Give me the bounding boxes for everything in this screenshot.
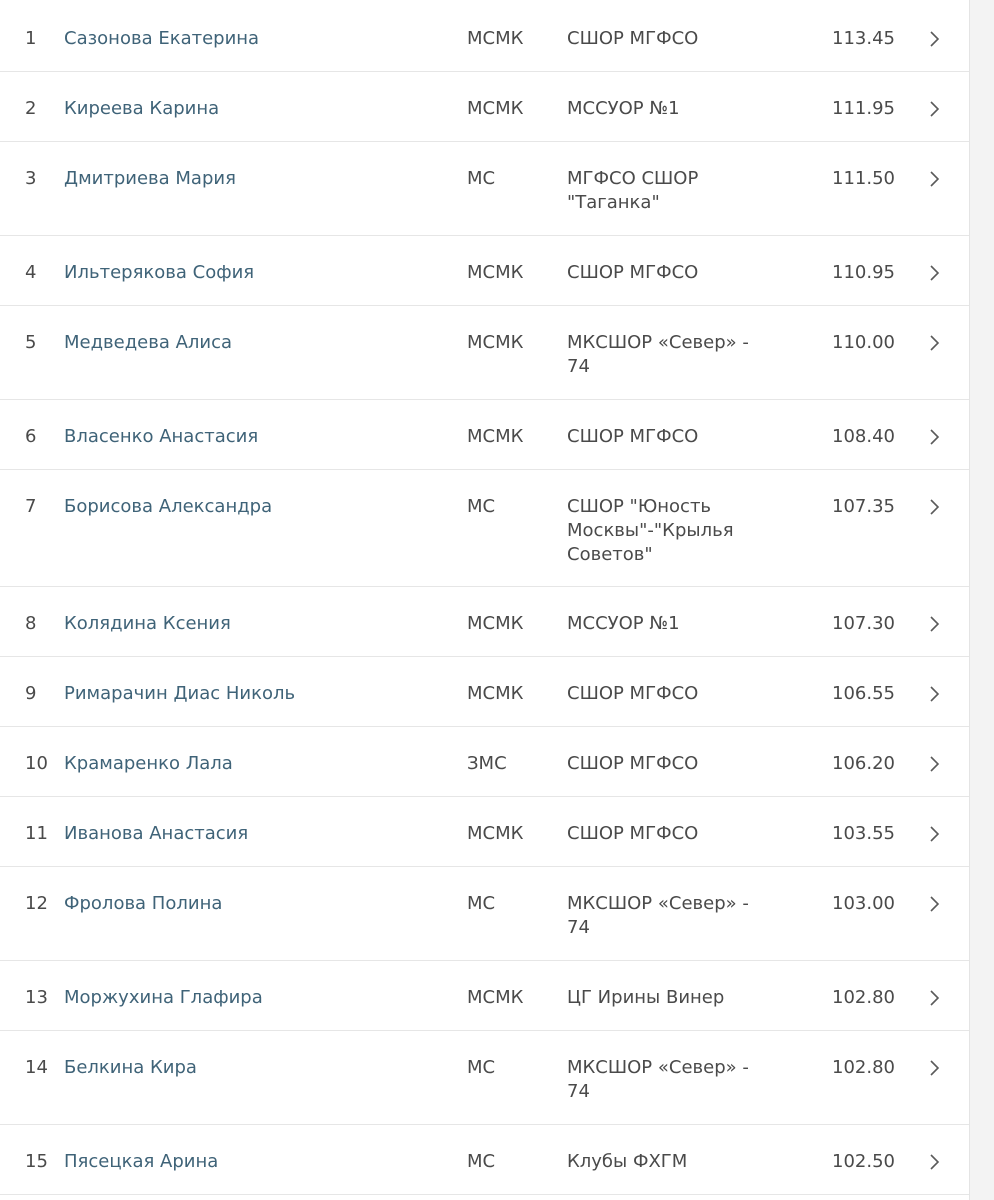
chevron-right-icon[interactable] xyxy=(928,31,942,47)
club-name: СШОР МГФСО xyxy=(567,683,699,704)
total-score: 108.40 xyxy=(832,426,895,447)
total-score: 102.80 xyxy=(832,987,895,1008)
athlete-name-link[interactable]: Власенко Анастасия xyxy=(64,426,259,447)
sport-rank: МС xyxy=(467,893,496,914)
chevron-right-icon[interactable] xyxy=(928,990,942,1006)
place-number: 15 xyxy=(25,1151,48,1172)
table-row[interactable] xyxy=(0,727,969,797)
total-score: 106.55 xyxy=(832,683,895,704)
chevron-right-icon[interactable] xyxy=(928,429,942,445)
sport-rank: МСМК xyxy=(467,823,524,844)
athlete-name-link[interactable]: Сазонова Екатерина xyxy=(64,28,260,49)
chevron-right-icon[interactable] xyxy=(928,1154,942,1170)
chevron-right-icon[interactable] xyxy=(928,335,942,351)
table-row[interactable] xyxy=(0,470,969,587)
place-number: 5 xyxy=(25,332,37,353)
club-name: СШОР МГФСО xyxy=(567,823,699,844)
sport-rank: МСМК xyxy=(467,262,524,283)
chevron-right-icon[interactable] xyxy=(928,499,942,515)
sport-rank: МСМК xyxy=(467,332,524,353)
sport-rank: МС xyxy=(467,496,496,517)
table-row[interactable] xyxy=(0,236,969,306)
total-score: 111.95 xyxy=(832,98,895,119)
club-name: СШОР МГФСО xyxy=(567,426,699,447)
chevron-right-icon[interactable] xyxy=(928,171,942,187)
chevron-right-icon[interactable] xyxy=(928,686,942,702)
table-row[interactable] xyxy=(0,400,969,470)
total-score: 107.35 xyxy=(832,496,895,517)
table-row[interactable] xyxy=(0,867,969,961)
chevron-right-icon[interactable] xyxy=(928,101,942,117)
total-score: 103.55 xyxy=(832,823,895,844)
athlete-name-link[interactable]: Пясецкая Арина xyxy=(64,1151,219,1172)
total-score: 110.00 xyxy=(832,332,895,353)
table-row[interactable] xyxy=(0,961,969,1031)
athlete-name-link[interactable]: Ильтерякова София xyxy=(64,262,255,283)
total-score: 103.00 xyxy=(832,893,895,914)
place-number: 7 xyxy=(25,496,37,517)
table-row[interactable] xyxy=(0,1031,969,1125)
place-number: 9 xyxy=(25,683,37,704)
chevron-right-icon[interactable] xyxy=(928,616,942,632)
athlete-name-link[interactable]: Моржухина Глафира xyxy=(64,987,263,1008)
sport-rank: МС xyxy=(467,1057,496,1078)
total-score: 107.30 xyxy=(832,613,895,634)
athlete-name-link[interactable]: Дмитриева Мария xyxy=(64,168,236,189)
table-row[interactable] xyxy=(0,306,969,400)
club-name: ЦГ Ирины Винер xyxy=(567,987,725,1008)
club-name: СШОР "Юность Москвы"-"Крылья Советов" xyxy=(567,496,734,565)
athlete-name-link[interactable]: Медведева Алиса xyxy=(64,332,233,353)
sport-rank: МС xyxy=(467,1151,496,1172)
club-name: МКСШОР «Север» - 74 xyxy=(567,332,749,377)
sport-rank: МСМК xyxy=(467,613,524,634)
chevron-right-icon[interactable] xyxy=(928,1060,942,1076)
chevron-right-icon[interactable] xyxy=(928,826,942,842)
place-number: 14 xyxy=(25,1057,48,1078)
sport-rank: МСМК xyxy=(467,987,524,1008)
chevron-right-icon[interactable] xyxy=(928,756,942,772)
athlete-name-link[interactable]: Крамаренко Лала xyxy=(64,753,233,774)
club-name: МССУОР №1 xyxy=(567,98,680,119)
athlete-name-link[interactable]: Колядина Ксения xyxy=(64,613,231,634)
club-name: СШОР МГФСО xyxy=(567,262,699,283)
total-score: 102.50 xyxy=(832,1151,895,1172)
place-number: 4 xyxy=(25,262,37,283)
sport-rank: МСМК xyxy=(467,426,524,447)
club-name: МКСШОР «Север» - 74 xyxy=(567,1057,749,1102)
athlete-name-link[interactable]: Борисова Александра xyxy=(64,496,273,517)
table-row[interactable] xyxy=(0,72,969,142)
chevron-right-icon[interactable] xyxy=(928,265,942,281)
athlete-name-link[interactable]: Киреева Карина xyxy=(64,98,220,119)
sport-rank: МС xyxy=(467,168,496,189)
sport-rank: ЗМС xyxy=(467,753,507,774)
place-number: 1 xyxy=(25,28,37,49)
place-number: 6 xyxy=(25,426,37,447)
athlete-name-link[interactable]: Фролова Полина xyxy=(64,893,223,914)
club-name: МГФСО СШОР "Таганка" xyxy=(567,168,699,213)
club-name: МКСШОР «Север» - 74 xyxy=(567,893,749,938)
sport-rank: МСМК xyxy=(467,98,524,119)
athlete-name-link[interactable]: Римарачин Диас Николь xyxy=(64,683,296,704)
place-number: 3 xyxy=(25,168,37,189)
chevron-right-icon[interactable] xyxy=(928,896,942,912)
place-number: 12 xyxy=(25,893,48,914)
table-row[interactable] xyxy=(0,2,969,72)
sport-rank: МСМК xyxy=(467,683,524,704)
table-row[interactable] xyxy=(0,657,969,727)
place-number: 11 xyxy=(25,823,48,844)
sport-rank: МСМК xyxy=(467,28,524,49)
place-number: 13 xyxy=(25,987,48,1008)
total-score: 110.95 xyxy=(832,262,895,283)
club-name: СШОР МГФСО xyxy=(567,28,699,49)
athlete-name-link[interactable]: Белкина Кира xyxy=(64,1057,197,1078)
club-name: Клубы ФХГМ xyxy=(567,1151,688,1172)
club-name: МССУОР №1 xyxy=(567,613,680,634)
total-score: 111.50 xyxy=(832,168,895,189)
athlete-name-link[interactable]: Иванова Анастасия xyxy=(64,823,249,844)
place-number: 10 xyxy=(25,753,48,774)
total-score: 106.20 xyxy=(832,753,895,774)
place-number: 8 xyxy=(25,613,37,634)
total-score: 102.80 xyxy=(832,1057,895,1078)
total-score: 113.45 xyxy=(832,28,895,49)
club-name: СШОР МГФСО xyxy=(567,753,699,774)
table-row[interactable] xyxy=(0,587,969,657)
table-row[interactable] xyxy=(0,142,969,236)
place-number: 2 xyxy=(25,98,37,119)
table-row[interactable] xyxy=(0,1125,969,1195)
table-row[interactable] xyxy=(0,797,969,867)
